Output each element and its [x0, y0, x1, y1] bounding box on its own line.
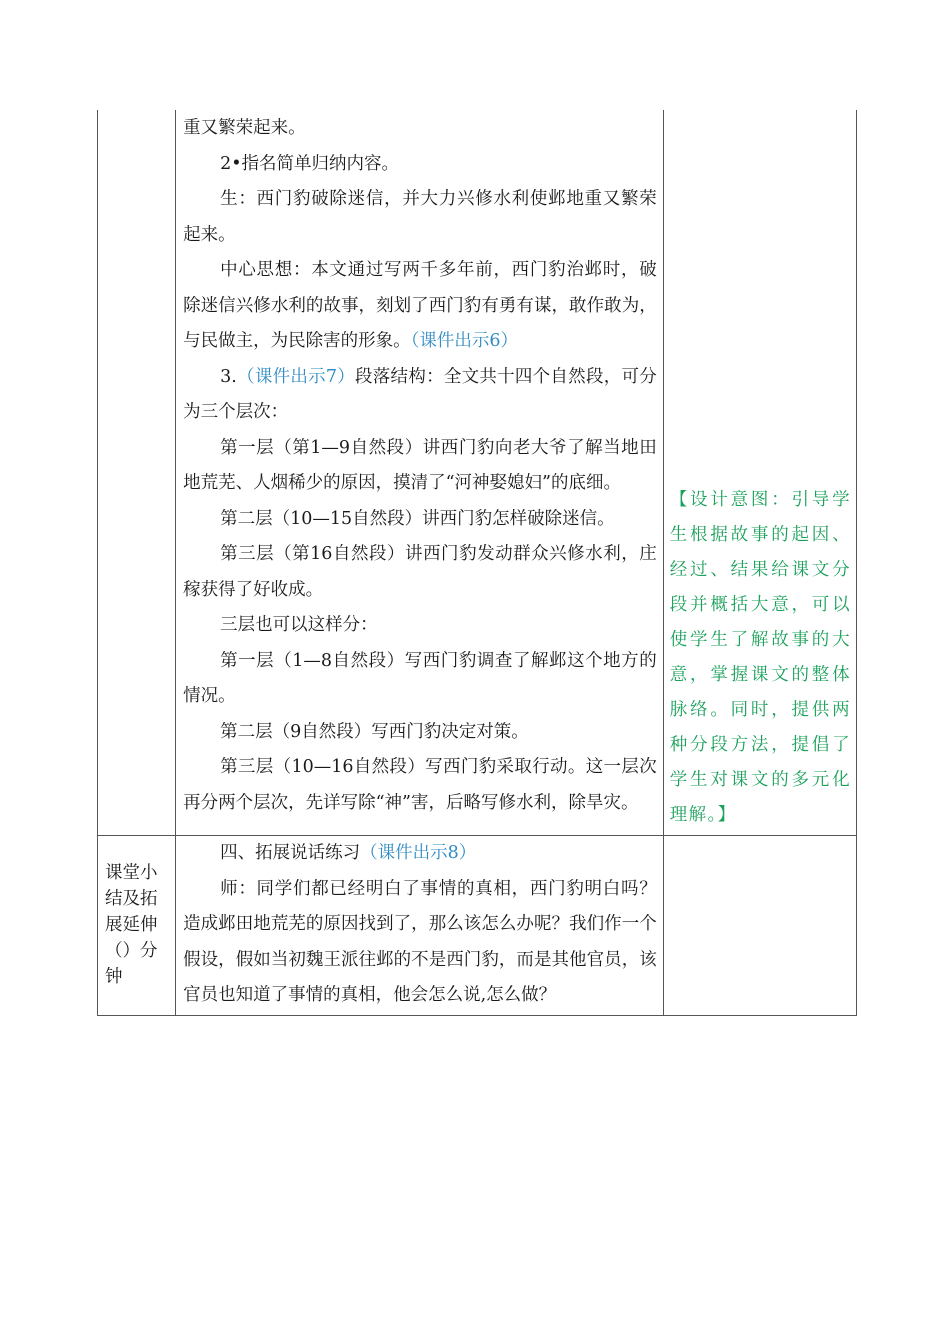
teaching-process-cell: [176, 110, 664, 836]
courseware-reference: （课件出示7）: [236, 366, 356, 387]
table-row: [98, 836, 857, 1016]
design-intent-cell: [663, 110, 856, 836]
stage-label: 课堂小结及拓展延伸（）分钟: [105, 863, 158, 988]
teaching-process-cell: [176, 836, 664, 1016]
stage-cell: [98, 836, 176, 1016]
table-row: [98, 110, 857, 836]
paragraph-central-idea: [183, 253, 657, 360]
paragraph: 2•指名简单归纳内容。: [220, 153, 400, 174]
paragraph: 第二层（10—15自然段）讲西门豹怎样破除迷信。: [220, 508, 615, 529]
paragraph: 第二层（9自然段）写西门豹决定对策。: [220, 721, 529, 742]
stage-cell-empty: [98, 110, 176, 836]
design-intent-note: 【设计意图：引导学生根据故事的起因、经过、结果给课文分段并概括大意，可以使学生了解故事的大意，掌握课文的整体脉络。同时，提供两种分段方法，提倡了学生对课文的多元化理解。】: [669, 490, 851, 825]
paragraph-structure: [183, 360, 657, 431]
paragraph: 第一层（1—8自然段）写西门豹调查了解邺这个地方的情况。: [183, 650, 657, 706]
courseware-reference: （课件出示8）: [360, 843, 477, 863]
section-heading: [183, 836, 657, 872]
design-intent-cell-empty: [663, 836, 856, 1016]
paragraph: 第三层（第16自然段）讲西门豹发动群众兴修水利，庄稼获得了好收成。: [183, 544, 657, 600]
list-number: 3.: [220, 366, 237, 387]
paragraph-text: 段落结构：全文共十四个自然段，可分为三个层次：: [183, 366, 657, 422]
paragraph-teacher: 师：同学们都已经明白了事情的真相，西门豹明白吗？造成邺田地荒芜的原因找到了，那么该怎么办呢？我们作一个假设，假如当初魏王派往邺的不是西门豹，而是其他官员，该官员也知道了事情的真相，他会怎么说,怎么做？: [183, 878, 657, 1005]
paragraph: 生：西门豹破除迷信，并大力兴修水利使邺地重又繁荣起来。: [183, 189, 657, 245]
heading-text: 四、拓展说话练习: [220, 843, 361, 863]
lesson-plan-table: [97, 110, 857, 1016]
paragraph: 第一层（第1—9自然段）讲西门豹向老大爷了解当地田地荒芜、人烟稀少的原因，摸清了“河神娶媳妇”的底细。: [183, 437, 657, 493]
paragraph: 第三层（10—16自然段）写西门豹采取行动。这一层次再分两个层次，先详写除“神”害，后略写修水利，除旱灾。: [183, 757, 657, 813]
paragraph-text: 中心思想：本文通过写两千多年前，西门豹治邺时，破除迷信兴修水利的故事，刻划了西门豹有勇有谋，敢作敢为，与民做主，为民除害的形象。: [183, 260, 657, 351]
paragraph: 重又繁荣起来。: [183, 118, 306, 138]
courseware-reference: （课件出示6）: [410, 331, 518, 351]
paragraph: 三层也可以这样分：: [220, 615, 378, 635]
